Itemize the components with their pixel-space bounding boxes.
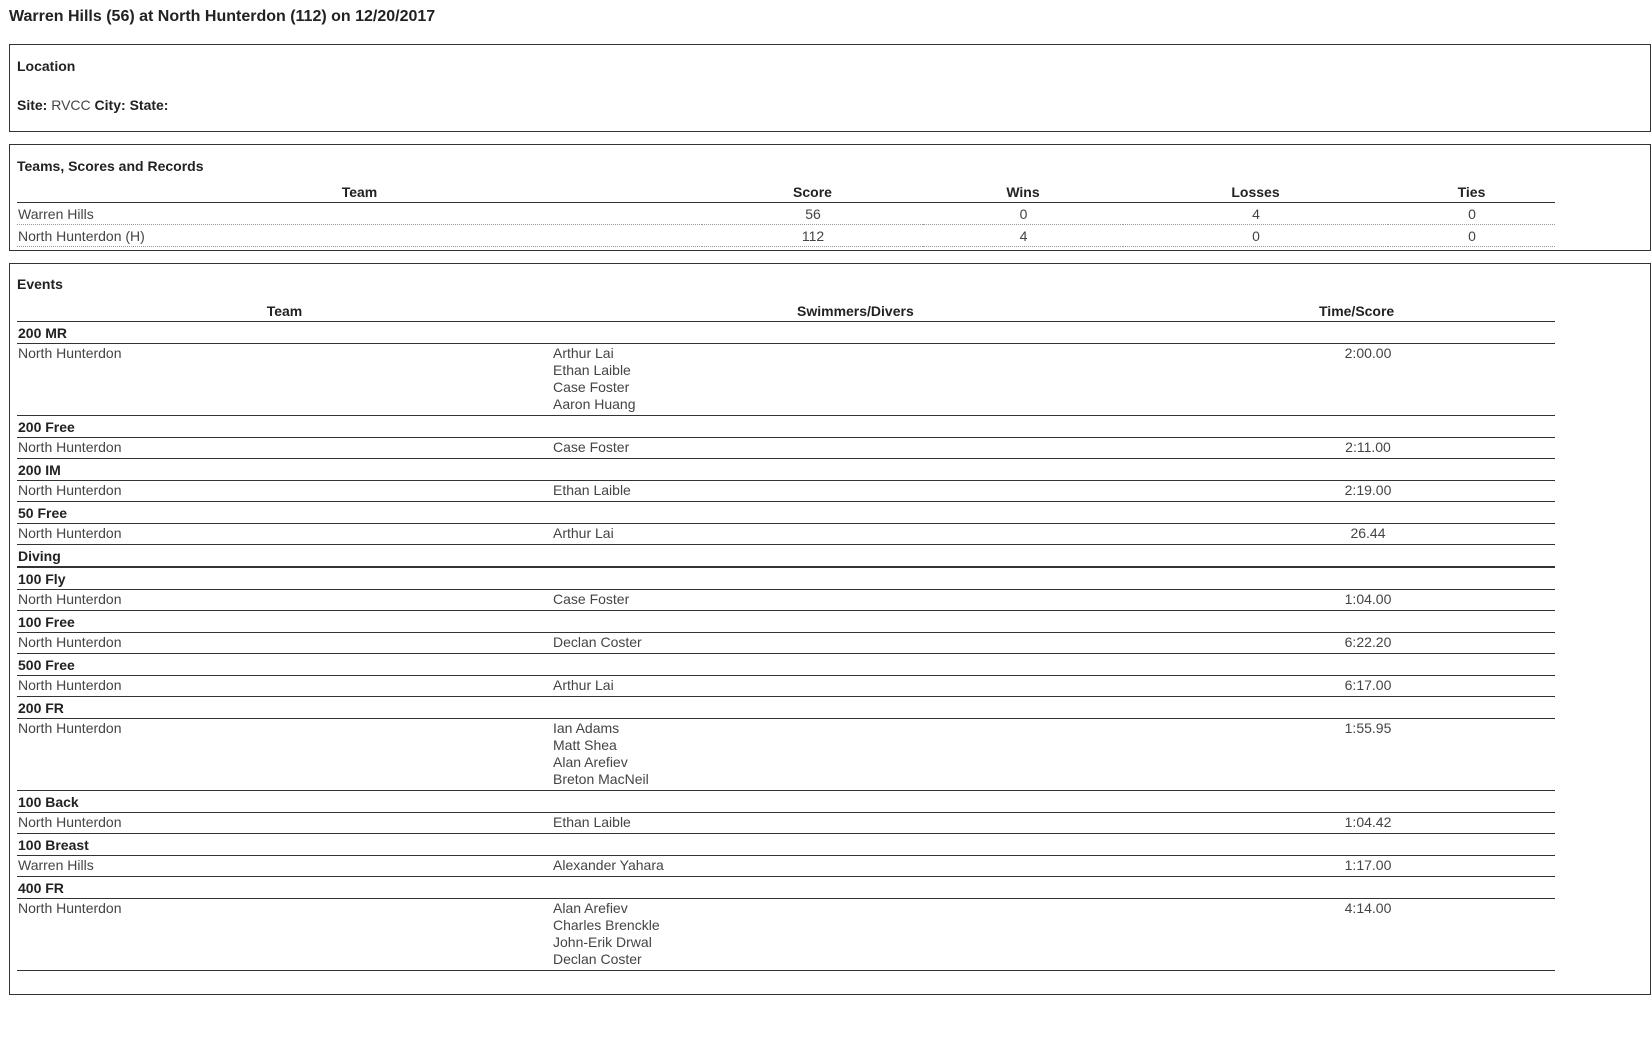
event-result-row	[17, 633, 1555, 654]
swimmer-name: Arthur Lai	[553, 677, 614, 693]
swimmer-name: Ethan Laible	[553, 814, 631, 830]
event-time-value: 1:55.95	[1344, 720, 1392, 736]
event-time	[1160, 438, 1555, 459]
event-name: 200 IM	[17, 459, 1555, 481]
event-team: North Hunterdon	[17, 899, 552, 971]
events-header-row	[17, 296, 1555, 322]
location-details	[17, 97, 168, 113]
event-name-row	[17, 697, 1555, 719]
state-label: State:	[129, 97, 169, 113]
table-row	[17, 225, 1555, 247]
swimmer-name: Declan Coster	[553, 951, 642, 967]
scores-heading: Teams, Scores and Records	[17, 158, 204, 174]
event-name-row	[17, 834, 1555, 856]
event-name-row	[17, 322, 1555, 344]
wins-cell: 4	[923, 225, 1123, 247]
event-name-row	[17, 545, 1555, 568]
team-name-cell: North Hunterdon (H)	[17, 225, 702, 247]
event-time	[1160, 344, 1555, 416]
losses-cell: 0	[1123, 225, 1388, 247]
event-swimmers	[552, 438, 1160, 459]
event-time-value: 2:11.00	[1345, 439, 1391, 455]
event-swimmers	[552, 676, 1160, 697]
event-swimmers	[552, 856, 1160, 877]
event-time	[1160, 899, 1555, 971]
team-name-cell: Warren Hills	[17, 203, 702, 225]
event-name: 200 Free	[17, 416, 1555, 438]
event-name: 200 MR	[17, 322, 1555, 344]
table-row	[17, 203, 1555, 225]
swimmer-name: Alan Arefiev	[553, 754, 628, 770]
event-time	[1160, 590, 1555, 611]
event-time	[1160, 633, 1555, 654]
event-name-row	[17, 502, 1555, 524]
event-name: 100 Breast	[17, 834, 1555, 856]
swimmer-name: Aaron Huang	[553, 396, 636, 412]
event-name-row	[17, 459, 1555, 481]
event-time-value: 6:17.00	[1344, 677, 1392, 693]
event-result-row	[17, 524, 1555, 545]
event-result-row	[17, 856, 1555, 877]
event-result-row	[17, 719, 1555, 791]
swimmer-name: Matt Shea	[553, 737, 617, 753]
event-swimmers	[552, 344, 1160, 416]
col-time-header: Time/Score	[1160, 296, 1555, 322]
event-time	[1160, 719, 1555, 791]
event-name: 200 FR	[17, 697, 1555, 719]
site-label: Site:	[17, 97, 48, 113]
event-swimmers	[552, 481, 1160, 502]
event-time-value: 6:22.20	[1344, 634, 1392, 650]
swimmer-name: John-Erik Drwal	[553, 934, 652, 950]
swimmer-name: Case Foster	[553, 591, 630, 607]
swimmer-name: Breton MacNeil	[553, 771, 649, 787]
event-name: 100 Back	[17, 791, 1555, 813]
swimmer-name: Ethan Laible	[553, 362, 631, 378]
losses-cell: 4	[1123, 203, 1388, 225]
col-swimmers-header: Swimmers/Divers	[552, 296, 1160, 322]
score-cell: 56	[702, 203, 923, 225]
scores-header-row	[17, 177, 1555, 203]
event-time-value: 26.44	[1350, 525, 1386, 541]
site-value: RVCC	[51, 97, 91, 113]
col-wins-header: Wins	[923, 177, 1123, 203]
events-heading: Events	[17, 276, 63, 292]
event-swimmers	[552, 524, 1160, 545]
swimmer-name: Case Foster	[553, 439, 630, 455]
event-name-row	[17, 567, 1555, 590]
events-table	[17, 296, 1555, 971]
event-team: North Hunterdon	[17, 590, 552, 611]
col-losses-header: Losses	[1123, 177, 1388, 203]
event-result-row	[17, 899, 1555, 971]
ties-cell: 0	[1388, 225, 1555, 247]
event-time-value: 4:14.00	[1344, 900, 1392, 916]
event-name: Diving	[17, 545, 1555, 568]
event-result-row	[17, 676, 1555, 697]
col-ties-header: Ties	[1388, 177, 1555, 203]
swimmer-name: Ethan Laible	[553, 482, 631, 498]
event-name-row	[17, 877, 1555, 899]
event-time-value: 2:19.00	[1344, 482, 1392, 498]
swimmer-name: Alexander Yahara	[553, 857, 664, 873]
events-section	[9, 263, 1651, 995]
scores-section	[9, 144, 1651, 251]
col-score-header: Score	[702, 177, 923, 203]
col-event-team-header: Team	[17, 296, 552, 322]
event-result-row	[17, 813, 1555, 834]
event-swimmers	[552, 633, 1160, 654]
event-time	[1160, 481, 1555, 502]
col-team-header: Team	[17, 177, 702, 203]
event-swimmers	[552, 899, 1160, 971]
event-team: North Hunterdon	[17, 633, 552, 654]
event-time-value: 1:17.00	[1344, 857, 1392, 873]
scores-table	[17, 177, 1555, 247]
ties-cell: 0	[1388, 203, 1555, 225]
wins-cell: 0	[923, 203, 1123, 225]
swimmer-name: Arthur Lai	[553, 345, 614, 361]
event-team: North Hunterdon	[17, 438, 552, 459]
event-team: North Hunterdon	[17, 676, 552, 697]
event-name: 100 Free	[17, 611, 1555, 633]
event-time-value: 2:00.00	[1344, 345, 1392, 361]
event-team: North Hunterdon	[17, 813, 552, 834]
location-section	[9, 44, 1651, 132]
event-name: 50 Free	[17, 502, 1555, 524]
event-time-value: 1:04.42	[1344, 814, 1392, 830]
swimmer-name: Declan Coster	[553, 634, 642, 650]
location-heading: Location	[17, 58, 76, 74]
event-time-value: 1:04.00	[1344, 591, 1392, 607]
event-swimmers	[552, 719, 1160, 791]
event-result-row	[17, 344, 1555, 416]
event-swimmers	[552, 813, 1160, 834]
event-swimmers	[552, 590, 1160, 611]
event-result-row	[17, 438, 1555, 459]
event-time	[1160, 524, 1555, 545]
event-time	[1160, 813, 1555, 834]
event-time	[1160, 856, 1555, 877]
event-team: Warren Hills	[17, 856, 552, 877]
city-label: City:	[94, 97, 126, 113]
event-team: North Hunterdon	[17, 344, 552, 416]
event-team: North Hunterdon	[17, 481, 552, 502]
event-name: 400 FR	[17, 877, 1555, 899]
swimmer-name: Arthur Lai	[553, 525, 614, 541]
swimmer-name: Alan Arefiev	[553, 900, 628, 916]
event-name: 100 Fly	[17, 567, 1555, 590]
event-time	[1160, 676, 1555, 697]
swimmer-name: Charles Brenckle	[553, 917, 660, 933]
event-name-row	[17, 611, 1555, 633]
event-team: North Hunterdon	[17, 719, 552, 791]
event-result-row	[17, 481, 1555, 502]
event-name-row	[17, 791, 1555, 813]
swimmer-name: Case Foster	[553, 379, 630, 395]
event-result-row	[17, 590, 1555, 611]
event-name-row	[17, 654, 1555, 676]
page-title: Warren Hills (56) at North Hunterdon (112) on 12/20/2017	[9, 8, 436, 25]
swimmer-name: Ian Adams	[553, 720, 620, 736]
event-team: North Hunterdon	[17, 524, 552, 545]
score-cell: 112	[702, 225, 923, 247]
event-name-row	[17, 416, 1555, 438]
event-name: 500 Free	[17, 654, 1555, 676]
